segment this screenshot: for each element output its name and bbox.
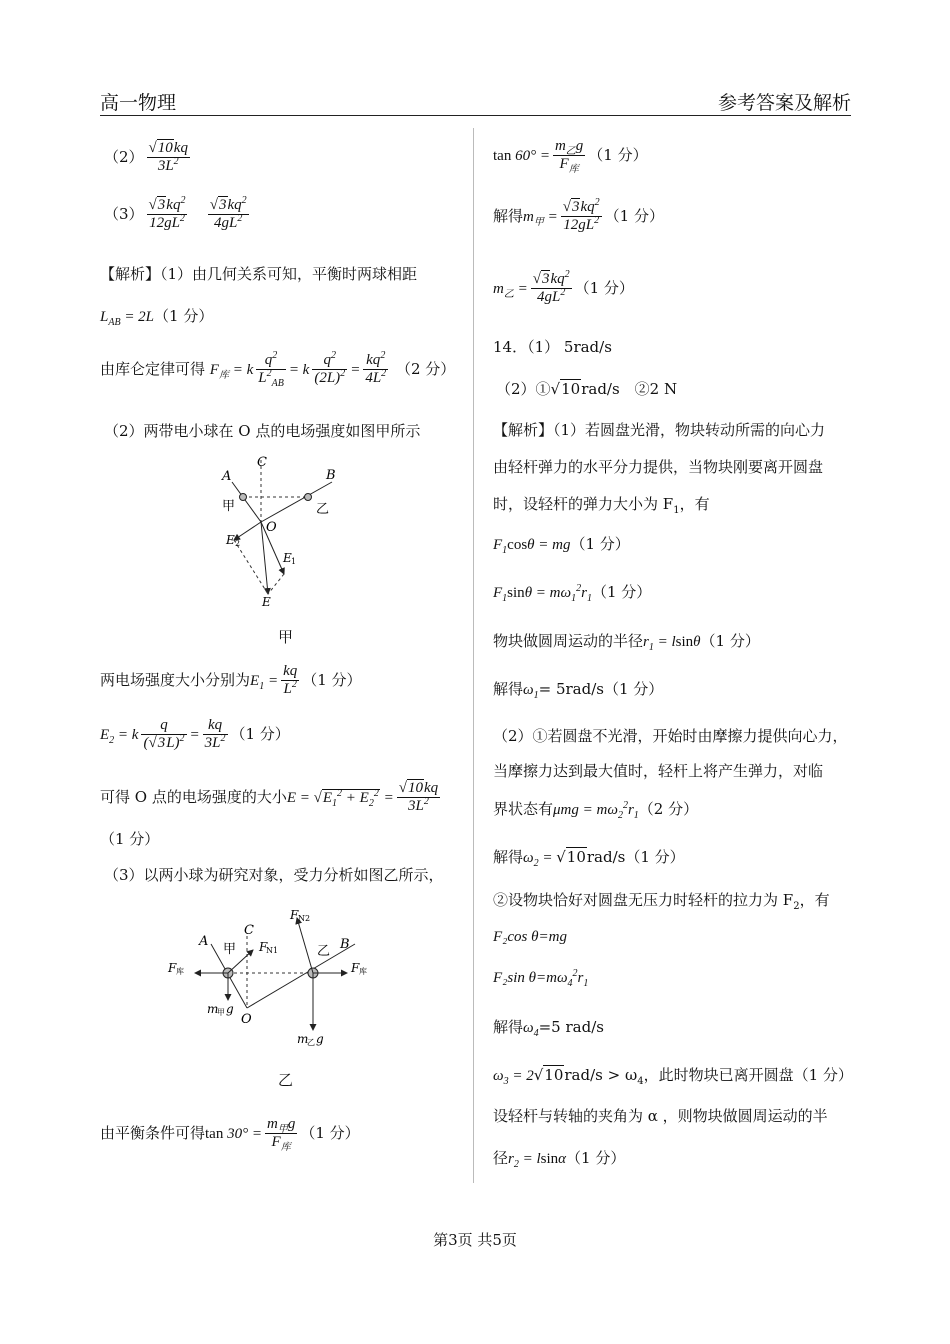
f1sin-equation: $F_1\sin\theta = m\omega_1^2r_1(1$ 分） [493,583,652,604]
header-subject: 高一物理 [100,92,177,114]
parallel-2 [268,574,284,594]
mjia-equation: 解得$m_甲$ = $\frac{√3kq^2}{12gL^2}$ （1 分） [493,197,664,234]
label-fku-right: F [351,961,360,975]
svg-text:乙: 乙 [307,1038,315,1047]
f2sin-equation: F₂sin $\theta=m\omega_4^2r_1$ [493,968,589,989]
charge-yi [305,494,312,501]
f2cos-equation: F₂cos θ=mg [493,929,567,945]
svg-text:N2: N2 [298,914,311,923]
analysis-2: （2）两带电小球在 O 点的电场强度如图甲所示 [104,422,421,440]
svg-text:2: 2 [235,539,241,548]
part2-line3: 界状态有$\mu mg = m\omega_2^2r_1(2$ 分） [493,800,699,821]
svg-text:N1: N1 [266,946,279,955]
label-c: C [244,923,254,938]
w1-equation: 解得$\omega_1= 5rad/s(1$ 分） [493,680,664,701]
e2-equation: $E_2 = k$ $\frac{q}{(√3L)^2}$ = $\frac{kq}{3L^2}$ （1 分） [100,717,290,752]
radius-equation: 物块做圆周运动的半径$r_1 = lsin\theta(1$ 分） [493,632,760,653]
label-fku-left: F [168,961,177,975]
answer-3: （3） $\frac{√3kq^2}{12gL^2}$ $\frac{√3kq^2}{4gL^2}$ [104,195,247,232]
label-b: B [340,937,350,952]
force-diagram-yi [165,898,385,1058]
label-yi: 乙 [316,502,330,517]
e1-equation: 两电场强度大小分别为$E_1$ = $\frac{kq}{L^2}$ （1 分） [100,663,362,698]
figure-jia-caption: 甲 [278,628,294,646]
field-diagram-jia [210,452,350,612]
label-fn1: F [259,940,268,954]
label-e1: E [283,551,292,565]
svg-text:g: g [226,1002,234,1016]
label-a: A [222,469,232,484]
label-e: E [262,595,271,609]
figure-yi-caption: 乙 [278,1071,294,1089]
q14-answer-1: 14．（1） 5rad/s [493,338,612,356]
label-o: O [241,1012,252,1027]
part2-line2: 当摩擦力达到最大值时，轻杆上将产生弹力，对临 [493,762,824,780]
tan30-equation: 由平衡条件可得tan 30° = $\frac{m_甲g}{F_库}$ （1 分） [100,1116,360,1154]
label-fn2: F [290,908,299,922]
label-b: B [326,468,336,483]
tan60-equation: tan 60° = $\frac{m_乙g}{F_库}$ （1 分） [493,138,648,176]
label-e2: E [226,533,235,547]
f1cos-equation: $F_1\cos\theta = mg(1$ 分） [493,535,630,556]
part4-line1: 设轻杆与转轴的夹角为 α ，则物块做圆周运动的半 [493,1107,828,1125]
coulomb-equation: 由库仑定律可得 $F_库 = k$ $\frac{q^2}{L^2_{AB}}$ = k $\frac{q^2}{(2L)^2}$ = $\frac{kq^2}{4L^2}$ （2 分） [100,350,456,390]
e-total-equation: 可得 O 点的电场强度的大小$E = √E_1^2 + E_2^2$ = $\frac{√10kq}{3L^2}$ [100,780,439,815]
label-jia: 甲 [223,942,237,957]
label-jia: 甲 [222,499,236,514]
label-a: A [199,934,209,949]
e-total-points: （1 分） [100,830,160,848]
myi-equation: $m_乙$ = $\frac{√3kq^2}{4gL^2}$ （1 分） [493,269,634,306]
analysis-q14-line2: 由轻杆弹力的水平分力提供，当物块刚要离开圆盘 [493,458,824,476]
analysis-q14-line1: 【解析】（1）若圆盘光滑，物块转动所需的向心力 [493,421,826,439]
label-yi: 乙 [317,944,331,959]
analysis-3: （3）以两小球为研究对象，受力分析如图乙所示， [104,866,444,884]
force-fn2 [297,918,313,973]
svg-text:1: 1 [291,557,297,566]
part2-line1: （2）①若圆盘不光滑，开始时由摩擦力提供向心力， [493,727,848,745]
label-o: O [266,520,277,535]
analysis-1: 【解析】（1）由几何关系可知，平衡时两球相距 [100,265,418,283]
vector-e2 [234,522,261,540]
lab-equation: $L_{AB} = 2L(1$ 分） [100,307,214,328]
part3-line1: ②设物块恰好对圆盘无压力时轻杆的拉力为 $F_2$，有 [493,891,830,912]
parallel-1 [234,540,268,594]
page-footer: 第3页 共5页 [433,1231,517,1249]
svg-text:甲: 甲 [217,1008,225,1017]
label-c: C [257,455,267,470]
part4-line2: 径$r_2 = lsin\alpha(1$ 分） [493,1149,626,1170]
svg-text:g: g [316,1032,324,1046]
label-myg: m [297,1032,309,1046]
column-divider [473,128,474,1183]
charge-jia [240,494,247,501]
label-mjg: m [207,1002,219,1016]
w2-equation: 解得$\omega_2 = √10rad/s(1$ 分） [493,848,685,869]
rod-a [232,482,261,522]
q14-answer-2: （2）①√10rad/s ②2 N [496,380,678,398]
analysis-q14-line3: 时，设轻杆的弹力大小为 $F_1$，有 [493,495,710,516]
header-rule [100,115,851,116]
svg-text:库: 库 [176,967,184,976]
svg-text:库: 库 [359,967,367,976]
w3-equation: $\omega_3 = 2√10rad/s > \omega_4$，此时物块已离开圆盘（1 分） [493,1066,853,1087]
w4-equation: 解得$\omega_4=5$ rad/s [493,1018,604,1039]
header-doc-title: 参考答案及解析 [717,92,851,114]
answer-2: （2） $\frac{√10kq}{3L^2}$ [104,140,188,175]
